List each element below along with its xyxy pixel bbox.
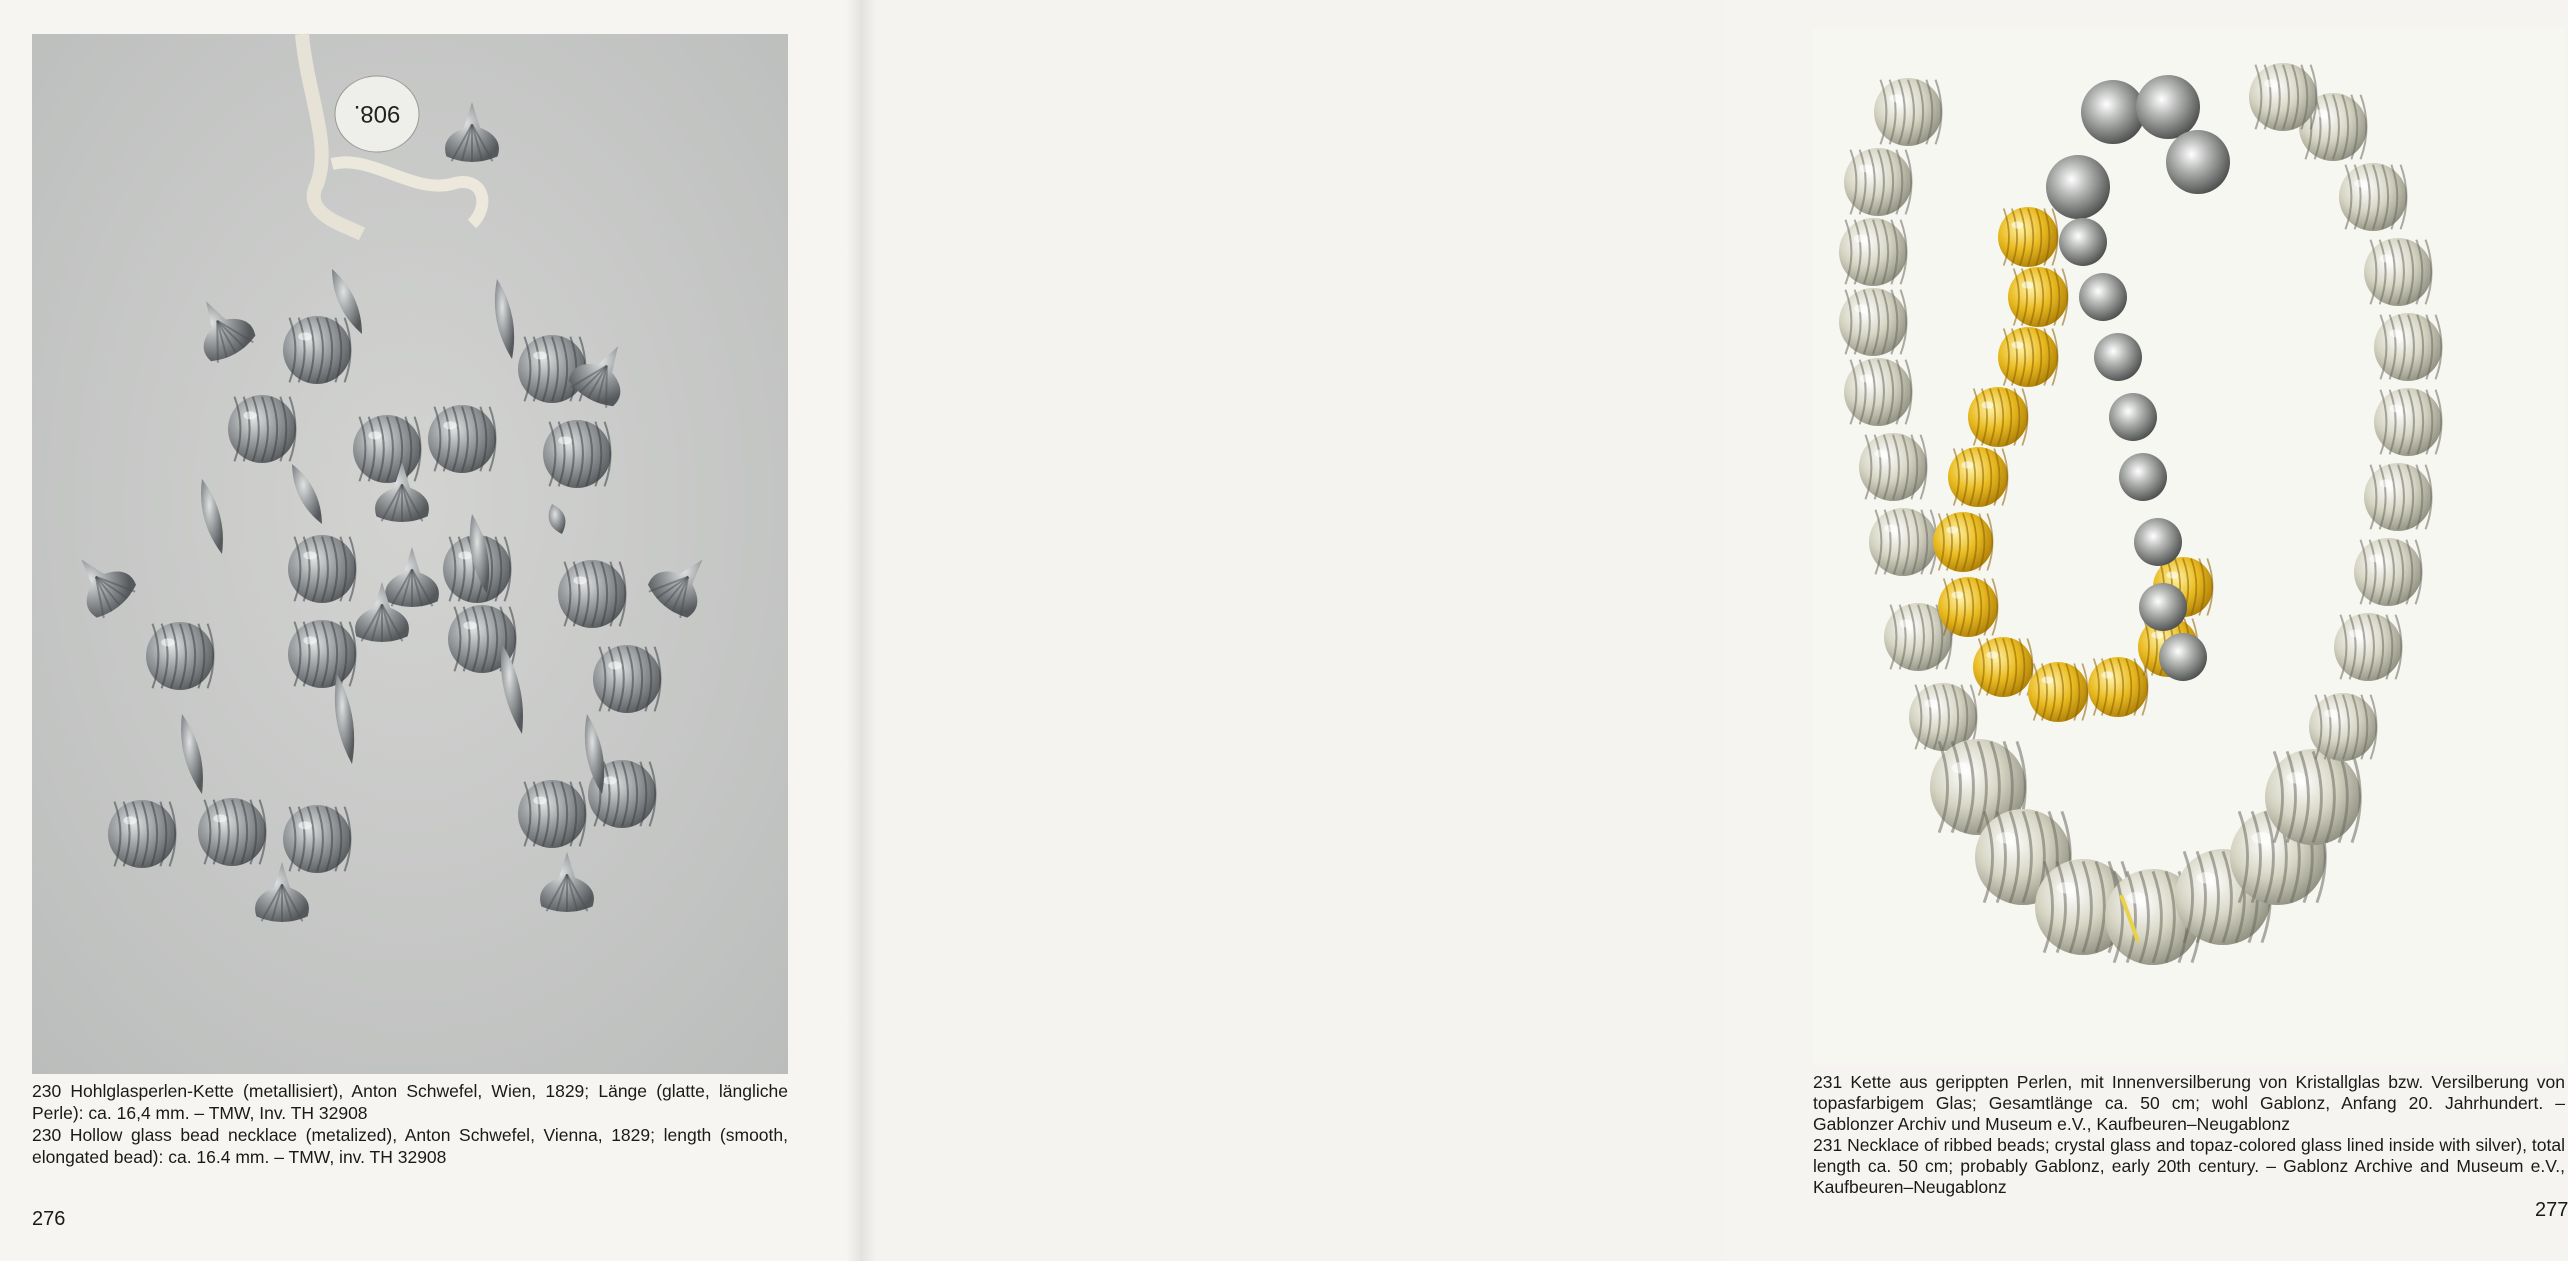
silver-ribbed-bead [283, 805, 351, 873]
silver-ribbed-bead [543, 420, 611, 488]
book-gutter [846, 0, 876, 1261]
crystal-ribbed-bead [2374, 388, 2442, 456]
caption-231-german: 231 Kette aus gerippten Perlen, mit Innenversilberung von Kristallglas bzw. Versilberung von topasfarbigem Glas; Gesamtlänge ca. 50 cm; wohl Gablonz, Anfang 20. Jahrhundert. – Gablonzer Archiv und Museum e.V., Kaufbeuren–Neugablonz [1813, 1072, 2565, 1134]
silver-ribbed-bead [518, 780, 586, 848]
gold-ribbed-bead [1938, 577, 1998, 637]
metalized-necklace-image [32, 34, 788, 1074]
crystal-ribbed-bead [1839, 218, 1907, 286]
silver-ribbed-bead [228, 395, 296, 463]
silver-mirror-bead [2081, 80, 2145, 144]
crystal-ribbed-bead [2334, 613, 2402, 681]
crystal-ribbed-bead [2309, 693, 2377, 761]
crystal-ribbed-bead [2364, 238, 2432, 306]
museum-tag-number: 908. [353, 100, 401, 127]
silver-ribbed-bead [198, 798, 266, 866]
silver-ribbed-bead [283, 316, 351, 384]
photo-ribbed-bead-necklaces [1813, 27, 2565, 1065]
silver-ribbed-bead [428, 405, 496, 473]
gold-ribbed-bead [2028, 662, 2088, 722]
crystal-ribbed-bead [1839, 288, 1907, 356]
caption-230 [32, 1080, 788, 1168]
crystal-ribbed-bead [2354, 538, 2422, 606]
photo-metalized-necklace [32, 34, 788, 1074]
gold-ribbed-bead [1948, 447, 2008, 507]
silver-mirror-bead [2119, 453, 2167, 501]
gold-ribbed-bead [1933, 512, 1993, 572]
crystal-ribbed-bead [2364, 463, 2432, 531]
gold-ribbed-bead [1968, 387, 2028, 447]
left-page [0, 0, 860, 1261]
crystal-ribbed-bead [1844, 358, 1912, 426]
silver-ribbed-bead [146, 622, 214, 690]
crystal-ribbed-bead [1874, 78, 1942, 146]
silver-mirror-bead [2134, 518, 2182, 566]
caption-230-english: 230 Hollow glass bead necklace (metalized), Anton Schwefel, Vienna, 1829; length (smooth, elongated bead): ca. 16.4 mm. – TMW, inv. TH 32908 [32, 1125, 788, 1167]
silver-ribbed-bead [288, 535, 356, 603]
gold-ribbed-bead [1973, 637, 2033, 697]
crystal-ribbed-bead [1844, 148, 1912, 216]
gold-ribbed-bead [1998, 207, 2058, 267]
gold-ribbed-bead [2088, 657, 2148, 717]
silver-mirror-bead [2046, 155, 2110, 219]
crystal-ribbed-bead [1859, 433, 1927, 501]
caption-230-german: 230 Hohlglasperlen-Kette (metallisiert), Anton Schwefel, Wien, 1829; Länge (glatte, längliche Perle): ca. 16,4 mm. – TMW, Inv. TH 32908 [32, 1081, 788, 1123]
silver-ribbed-bead [558, 560, 626, 628]
silver-mirror-bead [2094, 333, 2142, 381]
page-number-left: 276 [32, 1208, 66, 1230]
gold-ribbed-bead [1998, 327, 2058, 387]
right-page [860, 0, 2568, 1261]
silver-ribbed-bead [288, 620, 356, 688]
caption-231-english: 231 Necklace of ribbed beads; crystal glass and topaz-colored glass lined inside with silver), total length ca. 50 cm; probably Gablonz, early 20th century. – Gablonz Archive and Museum e.V., Kaufbeuren–Neugablonz [1813, 1135, 2565, 1197]
silver-mirror-bead [2109, 393, 2157, 441]
gold-ribbed-bead [2008, 267, 2068, 327]
caption-231 [1813, 1072, 2565, 1198]
crystal-ribbed-bead [1869, 508, 1937, 576]
silver-mirror-bead [2139, 583, 2187, 631]
silver-ribbed-bead [353, 415, 421, 483]
silver-ribbed-bead [108, 800, 176, 868]
crystal-ribbed-bead [2249, 63, 2317, 131]
silver-mirror-bead [2166, 130, 2230, 194]
silver-ribbed-bead [593, 645, 661, 713]
page-number-right: 277 [2535, 1199, 2568, 1221]
crystal-ribbed-bead [2265, 749, 2361, 845]
crystal-ribbed-bead [2339, 163, 2407, 231]
silver-mirror-bead [2059, 218, 2107, 266]
silver-mirror-bead [2079, 273, 2127, 321]
crystal-ribbed-bead [2374, 313, 2442, 381]
silver-mirror-bead [2136, 75, 2200, 139]
ribbed-necklace-image [1813, 27, 2565, 1065]
silver-mirror-bead [2159, 633, 2207, 681]
